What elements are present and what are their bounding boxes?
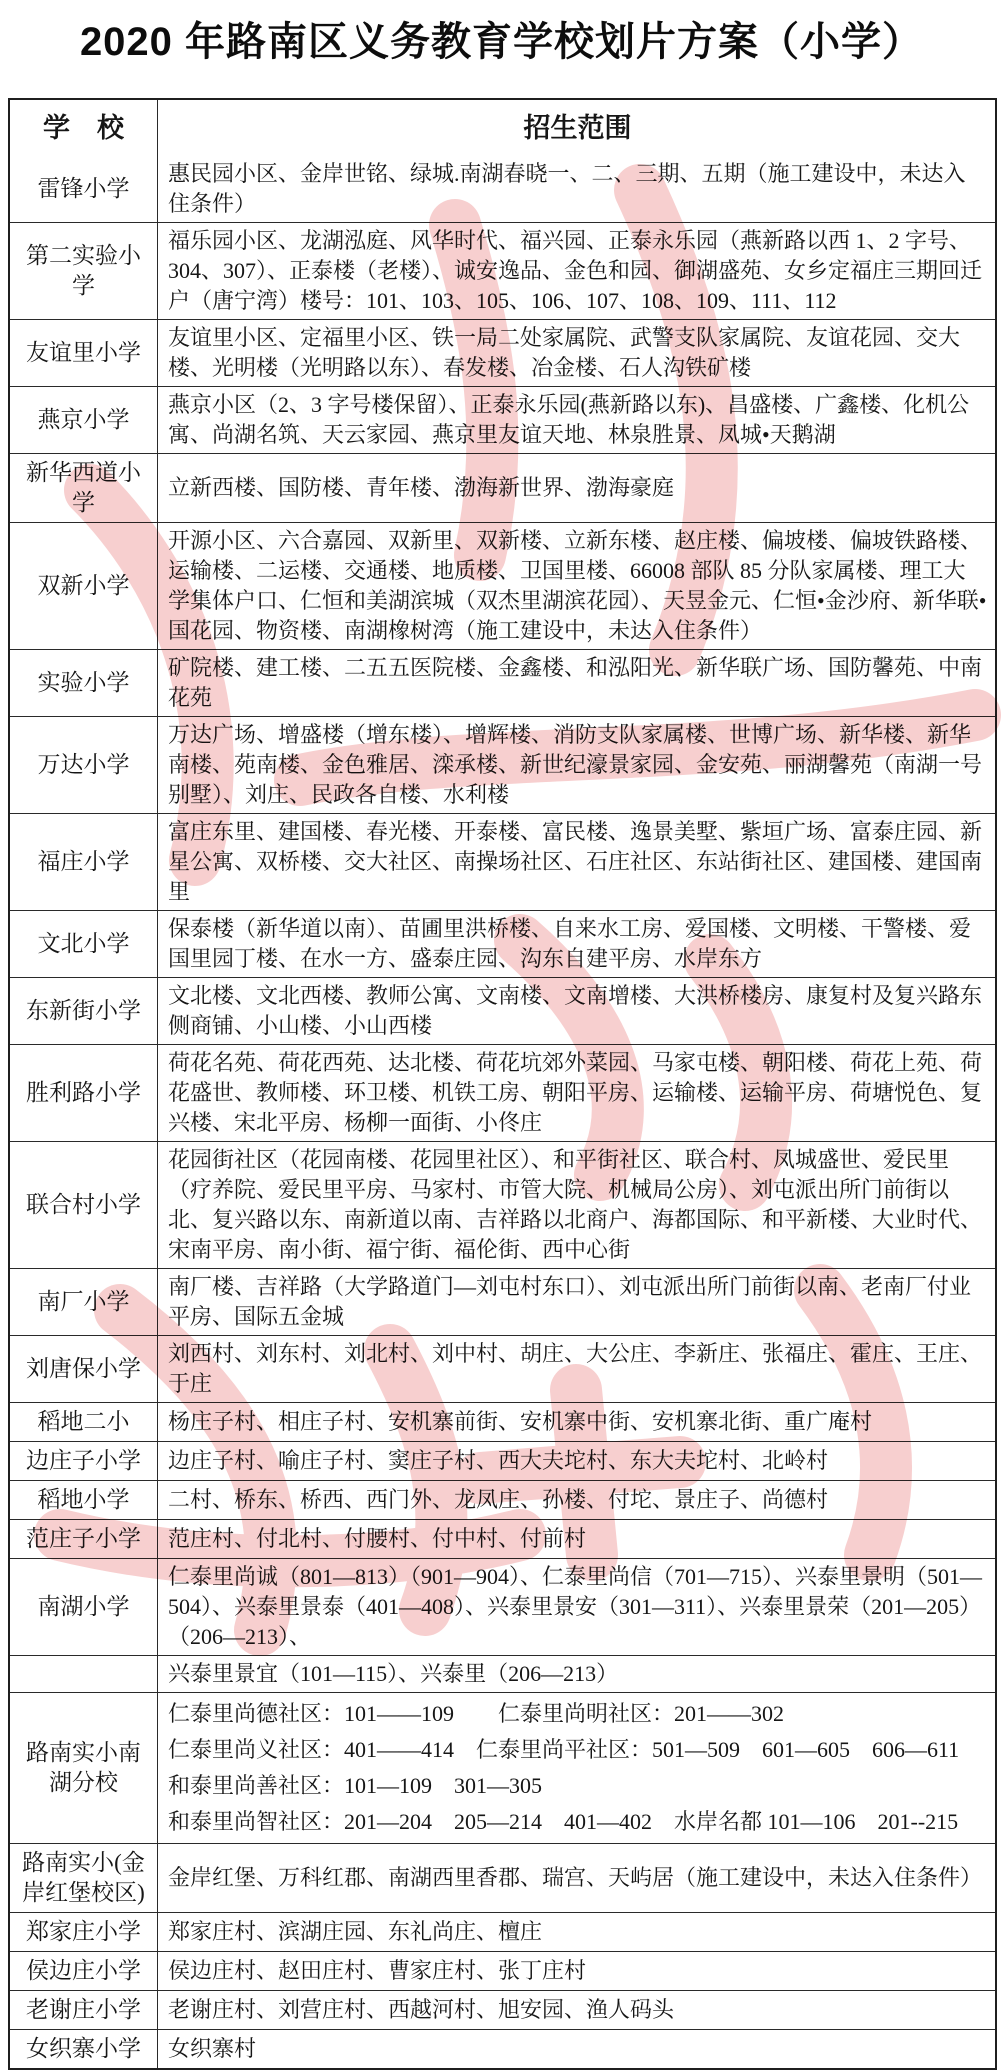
range-line: 和泰里尚善社区：101—109 301—305 xyxy=(168,1773,543,1798)
school-name-cell: 燕京小学 xyxy=(10,387,158,453)
table-row xyxy=(10,222,995,319)
enrollment-range-cell xyxy=(158,717,995,813)
range-line: 侯边庄村、赵田庄村、曹家庄村、张丁庄村 xyxy=(168,1958,587,1983)
enrollment-range-cell xyxy=(158,1403,995,1441)
range-line: 老谢庄村、刘营庄村、西越河村、旭安园、渔人码头 xyxy=(168,1997,675,2022)
school-name-cell: 老谢庄小学 xyxy=(10,1991,158,2029)
enrollment-range-cell xyxy=(158,1559,995,1655)
enrollment-range-cell xyxy=(158,1693,995,1843)
range-line: 惠民园小区、金岸世铭、绿城.南湖春晓一、二、三期、五期（施工建设中，未达入住条件） xyxy=(168,161,966,216)
enrollment-range-cell xyxy=(158,1045,995,1141)
range-line: 南厂楼、吉祥路（大学路道门—刘屯村东口）、刘屯派出所门前街以南、老南厂付业平房、国际五金城 xyxy=(168,1274,972,1329)
table-row xyxy=(10,813,995,910)
range-line: 兴泰里景宜（101—115）、兴泰里（206—213） xyxy=(168,1661,619,1686)
table-row xyxy=(10,1558,995,1655)
range-line: 立新西楼、国防楼、青年楼、渤海新世界、渤海豪庭 xyxy=(168,475,675,500)
range-line: 富庄东里、建国楼、春光楼、开泰楼、富民楼、逸景美墅、紫垣广场、富泰庄园、新星公寓、双桥楼、交大社区、南操场社区、石庄社区、东站街社区、建国楼、建国南里 xyxy=(168,819,983,904)
range-line: 范庄村、付北村、付腰村、付中村、付前村 xyxy=(168,1526,587,1551)
enrollment-range-cell xyxy=(158,1442,995,1480)
table-row xyxy=(10,977,995,1044)
table-row xyxy=(10,1335,995,1402)
school-name-cell: 联合村小学 xyxy=(10,1142,158,1268)
enrollment-range-cell xyxy=(158,387,995,453)
enrollment-range-cell xyxy=(158,1656,995,1692)
table-row xyxy=(10,1519,995,1558)
table-row xyxy=(10,453,995,522)
range-line: 荷花名苑、荷花西苑、达北楼、荷花坑郊外菜园、马家屯楼、朝阳楼、荷花上苑、荷花盛世、教师楼、环卫楼、机铁工房、朝阳平房、运输楼、运输平房、荷塘悦色、复兴楼、宋北平房、杨柳一面街、小佟庄 xyxy=(168,1050,983,1135)
table-row xyxy=(10,1655,995,1692)
enrollment-range-cell xyxy=(158,2030,995,2068)
school-name-cell: 南湖小学 xyxy=(10,1559,158,1655)
enrollment-range-cell xyxy=(158,911,995,977)
range-line: 边庄子村、喻庄子村、窦庄子村、西大夫坨村、东大夫坨村、北岭村 xyxy=(168,1448,829,1473)
table-row xyxy=(10,1912,995,1951)
table-row xyxy=(10,1951,995,1990)
range-line: 矿院楼、建工楼、二五五医院楼、金鑫楼、和泓阳光、新华联广场、国防馨苑、中南花苑 xyxy=(168,655,983,710)
school-zoning-table xyxy=(8,98,997,2070)
range-line: 花园街社区（花园南楼、花园里社区）、和平街社区、联合村、凤城盛世、爱民里（疗养院、爱民里平房、马家村、市管大院、机械局公房）、刘屯派出所门前街以北、复兴路以东、南新道以南、吉祥路以北商户、海都国际、和平新楼、大业时代、宋南平房、南小街、福宁街、福伦街、西中心街 xyxy=(168,1147,983,1262)
range-line: 文北楼、文北西楼、教师公寓、文南楼、文南增楼、大洪桥楼房、康复村及复兴路东侧商铺、小山楼、小山西楼 xyxy=(168,983,983,1038)
enrollment-range-cell xyxy=(158,156,995,222)
school-name-cell: 南厂小学 xyxy=(10,1269,158,1335)
enrollment-range-cell xyxy=(158,1142,995,1268)
school-name-cell: 实验小学 xyxy=(10,650,158,716)
table-row xyxy=(10,156,995,222)
enrollment-range-cell xyxy=(158,454,995,522)
range-line: 杨庄子村、相庄子村、安机寨前街、安机寨中街、安机寨北街、重广庵村 xyxy=(168,1409,873,1434)
range-line: 燕京小区（2、3 字号楼保留）、正泰永乐园(燕新路以东)、昌盛楼、广鑫楼、化机公寓、尚湖名筑、天云家园、燕京里友谊天地、林泉胜景、凤城•天鹅湖 xyxy=(168,392,970,447)
page-title: 2020 年路南区义务教育学校划片方案（小学） xyxy=(79,20,924,64)
enrollment-range-cell xyxy=(158,1520,995,1558)
enrollment-range-cell xyxy=(158,1336,995,1402)
enrollment-range-cell xyxy=(158,1269,995,1335)
table-header-row xyxy=(10,100,995,156)
school-name-cell: 范庄子小学 xyxy=(10,1520,158,1558)
school-name-cell: 万达小学 xyxy=(10,717,158,813)
table-row xyxy=(10,649,995,716)
enrollment-range-cell xyxy=(158,523,995,649)
school-name-cell: 女织寨小学 xyxy=(10,2030,158,2068)
school-name-cell: 稻地小学 xyxy=(10,1481,158,1519)
table-row xyxy=(10,2029,995,2068)
enrollment-range-cell xyxy=(158,650,995,716)
table-row xyxy=(10,522,995,649)
table-row xyxy=(10,386,995,453)
range-line: 刘西村、刘东村、刘北村、刘中村、胡庄、大公庄、李新庄、张福庄、霍庄、王庄、于庄 xyxy=(168,1341,983,1396)
enrollment-range-cell xyxy=(158,1481,995,1519)
header-range-column: 招生范围 xyxy=(523,113,632,143)
range-line: 郑家庄村、滨湖庄园、东礼尚庄、檀庄 xyxy=(168,1919,543,1944)
school-name-cell: 路南实小南湖分校 xyxy=(10,1693,158,1843)
table-row xyxy=(10,1480,995,1519)
school-name-cell: 稻地二小 xyxy=(10,1403,158,1441)
school-name-cell: 双新小学 xyxy=(10,523,158,649)
range-line: 金岸红堡、万科红郡、南湖西里香郡、瑞宫、天屿居（施工建设中，未达入住条件） xyxy=(168,1865,983,1890)
school-name-cell: 路南实小(金岸红堡校区) xyxy=(10,1844,158,1912)
range-line: 和泰里尚智社区：201—204 205—214 401—402 水岸名都 101—106 201--215 xyxy=(168,1809,959,1834)
table-row xyxy=(10,1141,995,1268)
school-name-cell xyxy=(10,1656,158,1692)
school-name-cell: 东新街小学 xyxy=(10,978,158,1044)
enrollment-range-cell xyxy=(158,1913,995,1951)
enrollment-range-cell xyxy=(158,223,995,319)
range-line: 女织寨村 xyxy=(168,2036,257,2061)
table-row xyxy=(10,1044,995,1141)
range-line: 福乐园小区、龙湖泓庭、风华时代、福兴园、正泰永乐园（燕新路以西 1、2 字号、304、307）、正泰楼（老楼）、诚安逸品、金色和园、御湖盛苑、女乡定福庄三期回迁户（唐宁湾）楼号：101、103、105、106、107、108、109、111、112 xyxy=(168,228,983,313)
table-row xyxy=(10,910,995,977)
table-row xyxy=(10,1990,995,2029)
range-line: 仁泰里尚德社区：101——109 仁泰里尚明社区：201——302 xyxy=(168,1701,785,1726)
enrollment-range-cell xyxy=(158,1952,995,1990)
school-name-cell: 新华西道小学 xyxy=(10,454,158,522)
school-name-cell: 边庄子小学 xyxy=(10,1442,158,1480)
school-name-cell: 文北小学 xyxy=(10,911,158,977)
range-line: 保泰楼（新华道以南）、苗圃里洪桥楼、自来水工房、爱国楼、文明楼、干警楼、爱国里园丁楼、在水一方、盛泰庄园、沟东自建平房、水岸东方 xyxy=(168,916,972,971)
enrollment-range-cell xyxy=(158,814,995,910)
table-row xyxy=(10,1692,995,1843)
range-line: 万达广场、增盛楼（增东楼）、增辉楼、消防支队家属楼、世博广场、新华楼、新华南楼、苑南楼、金色雅居、滦承楼、新世纪濠景家园、金安苑、丽湖馨苑（南湖一号别墅）、刘庄、民政各自楼、水利楼 xyxy=(168,722,983,807)
range-line: 仁泰里尚诚（801—813）（901—904）、仁泰里尚信（701—715）、兴泰里景明（501—504）、兴泰里景泰（401—408）、兴泰里景安（301—311）、兴泰里景荣（201—205）（206—213）、 xyxy=(168,1564,983,1649)
school-name-cell: 友谊里小学 xyxy=(10,320,158,386)
table-row xyxy=(10,1843,995,1912)
school-name-cell: 胜利路小学 xyxy=(10,1045,158,1141)
enrollment-range-cell xyxy=(158,1844,995,1912)
enrollment-range-cell xyxy=(158,1991,995,2029)
range-line: 开源小区、六合嘉园、双新里、双新楼、立新东楼、赵庄楼、偏坡楼、偏坡铁路楼、运输楼、二运楼、交通楼、地质楼、卫国里楼、66008 部队 85 分队家属楼、理工大学集体户口、仁恒和美湖滨城（双杰里湖滨花园）、天昱金元、仁恒•金沙府、新华联•国花园、物资楼、南湖橡树湾（施工建设中，未达入住条件） xyxy=(168,528,987,643)
school-name-cell: 侯边庄小学 xyxy=(10,1952,158,1990)
header-school-column: 学 校 xyxy=(10,100,158,156)
school-name-cell: 福庄小学 xyxy=(10,814,158,910)
range-line: 仁泰里尚义社区：401——414 仁泰里尚平社区：501—509 601—605 606—611 xyxy=(168,1737,960,1762)
range-line: 友谊里小区、定福里小区、铁一局二处家属院、武警支队家属院、友谊花园、交大楼、光明楼（光明路以东）、春发楼、冶金楼、石人沟铁矿楼 xyxy=(168,325,961,380)
enrollment-range-cell xyxy=(158,320,995,386)
school-name-cell: 刘唐保小学 xyxy=(10,1336,158,1402)
range-line: 二村、桥东、桥西、西门外、龙凤庄、孙楼、付坨、景庄子、尚德村 xyxy=(168,1487,829,1512)
school-name-cell: 第二实验小学 xyxy=(10,223,158,319)
school-name-cell: 郑家庄小学 xyxy=(10,1913,158,1951)
table-row xyxy=(10,1441,995,1480)
enrollment-range-cell xyxy=(158,978,995,1044)
table-row xyxy=(10,1268,995,1335)
table-row xyxy=(10,1402,995,1441)
table-row xyxy=(10,716,995,813)
school-name-cell: 雷锋小学 xyxy=(10,156,158,222)
table-row xyxy=(10,319,995,386)
